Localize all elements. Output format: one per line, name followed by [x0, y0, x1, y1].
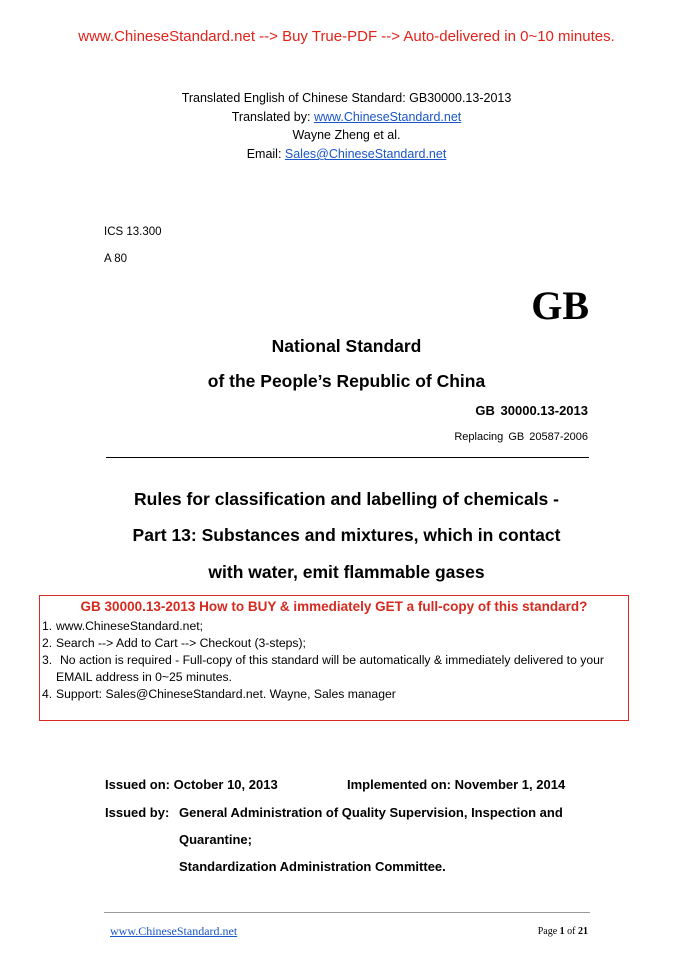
purchase-steps [42, 618, 626, 703]
step-text: Support: Sales@ChineseStandard.net. Wayne, Sales manager [56, 687, 396, 701]
gb-mark: GB [531, 283, 589, 328]
step-number: 3. [42, 653, 53, 667]
email-label: Email: [246, 147, 285, 161]
translation-note: Translated English of Chinese Standard: GB30000.13-2013 [181, 91, 512, 105]
list-item [42, 686, 626, 703]
purchase-heading: GB 30000.13-2013 How to BUY & immediately GET a full-copy of this standard? [80, 599, 588, 614]
issued-by-label: Issued by: [105, 805, 170, 820]
step-text: www.ChineseStandard.net; [56, 619, 204, 633]
issuer-line-3: Standardization Administration Committee. [179, 859, 446, 874]
purchase-info-box [39, 595, 629, 721]
step-number: 4. [42, 687, 53, 701]
step-text: Search --> Add to Cart --> Checkout (3-steps); [56, 636, 306, 650]
classification-code: A 80 [104, 253, 128, 265]
list-item [42, 618, 626, 635]
email-link[interactable]: Sales@ChineseStandard.net [284, 147, 447, 161]
list-item [42, 635, 626, 652]
replacing-standard: Replacing GB 20587-2006 [454, 431, 588, 443]
email-line [0, 145, 693, 164]
national-standard-heading: National Standard [271, 336, 422, 356]
step-number: 1. [42, 619, 53, 633]
footer-site-link[interactable]: www.ChineseStandard.net [110, 924, 238, 938]
page-current: 1 [559, 926, 565, 937]
document-title-line-2: Part 13: Substances and mixtures, which in contact [132, 525, 561, 545]
translators: Wayne Zheng et al. [292, 128, 401, 142]
promo-banner[interactable]: www.ChineseStandard.net --> Buy True-PDF --> Auto-delivered in 0~10 minutes. [78, 28, 615, 45]
document-title-line-1: Rules for classification and labelling of chemicals - [134, 489, 559, 509]
step-text: No action is required - Full-copy of this standard will be automatically & immediately delivered to your EMAIL address in 0~25 minutes. [56, 653, 604, 684]
footer-divider [104, 912, 590, 913]
title-divider [106, 457, 589, 458]
issuer-line-2: Quarantine; [179, 832, 252, 847]
country-heading: of the People’s Republic of China [207, 371, 486, 391]
standard-number: GB 30000.13-2013 [475, 403, 588, 418]
page-total: 21 [578, 926, 588, 937]
step-number: 2. [42, 636, 53, 650]
translated-by-label: Translated by: [231, 110, 314, 124]
issued-on: Issued on: October 10, 2013 [105, 777, 278, 792]
page-of: of [564, 926, 578, 937]
list-item [42, 652, 626, 686]
page-prefix: Page [537, 926, 560, 937]
page-number [538, 926, 588, 937]
translator-site-link[interactable]: www.ChineseStandard.net [313, 110, 462, 124]
translated-by [0, 108, 693, 127]
implemented-on: Implemented on: November 1, 2014 [347, 777, 566, 792]
ics-code: ICS 13.300 [104, 226, 162, 238]
document-title-line-3: with water, emit flammable gases [208, 562, 485, 582]
issuer-line-1: General Administration of Quality Supervision, Inspection and [179, 805, 563, 820]
